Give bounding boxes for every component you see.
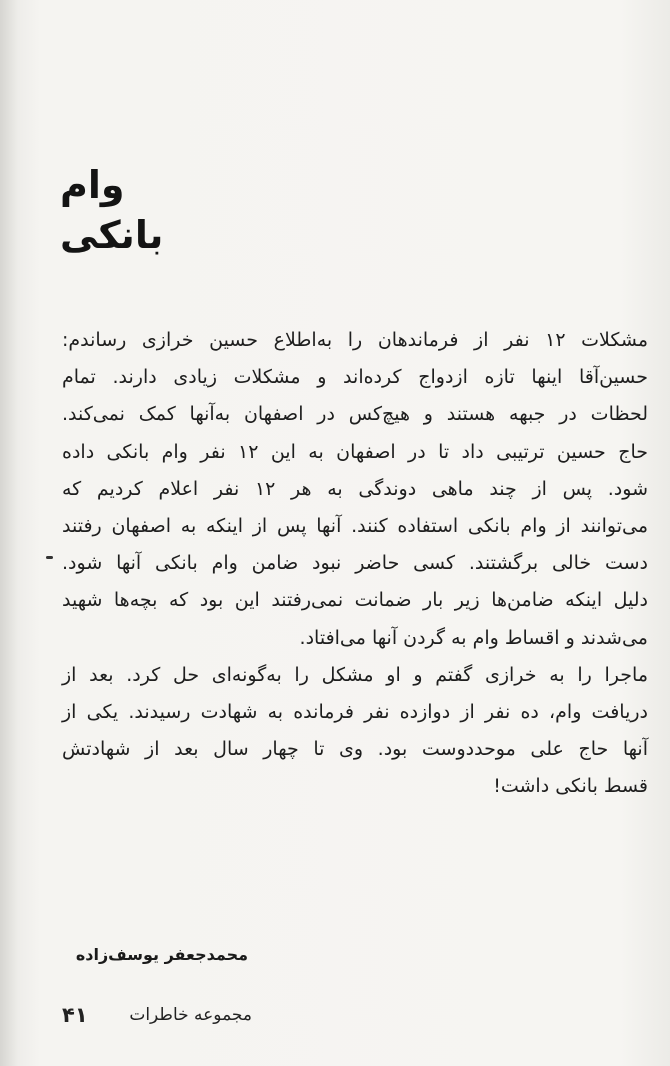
text-line: دلیل اینکه ضامن‌ها زیر بار ضمانت نمی‌رفتند این بود که بچه‌ها شهید — [62, 589, 648, 612]
text-line: حسین‌آقا اینها تازه ازدواج کرده‌اند و مشکلات زیادی دارند. تمام — [62, 366, 648, 389]
text-line: می‌توانند از وام بانکی استفاده کنند. آنها پس از اینکه به اصفهان رفتند — [62, 514, 648, 537]
chapter-title: وام بانکی — [60, 163, 164, 257]
author-name: محمدجعفر یوسف‌زاده — [75, 945, 248, 964]
text-line: ماجرا را به خرازی گفتم و او مشکل را به‌گونه‌ای حل کرد. بعد از — [62, 663, 648, 686]
text-line: لحظات در جبهه هستند و هیچ‌کس در اصفهان به‌آنها کمک نمی‌کند. — [62, 403, 648, 426]
page-footer — [62, 1000, 252, 1030]
text-line: قسط بانکی داشت! — [493, 775, 648, 798]
text-line: دست خالی برگشتند. کسی حاضر نبود ضامن وام بانکی آنها شود. — [62, 552, 648, 575]
spine-shadow — [0, 0, 18, 1066]
body-text — [62, 322, 648, 805]
text-line: حاج حسین ترتیبی داد تا در اصفهان به این ۱۲ نفر وام بانکی داده — [62, 440, 648, 463]
text-line: دریافت وام، ده نفر از دوازده نفر فرمانده به شهادت رسیدند. یکی از — [62, 700, 648, 723]
page-number: ۴۱ — [62, 1003, 88, 1027]
text-line: شود. پس از چند ماهی دوندگی به هر ۱۲ نفر اعلام کردیم که — [62, 477, 648, 500]
ink-mark — [46, 556, 53, 559]
text-line: می‌شدند و اقساط وام به گردن آنها می‌افتاد. — [299, 626, 648, 649]
text-line: آنها حاج علی موحددوست بود. وی تا چهار سال بعد از شهادتش — [62, 738, 648, 761]
book-title: مجموعه خاطرات — [129, 1005, 252, 1025]
text-line: مشکلات ۱۲ نفر از فرماندهان را به‌اطلاع حسین خرازی رساندم: — [62, 329, 648, 351]
